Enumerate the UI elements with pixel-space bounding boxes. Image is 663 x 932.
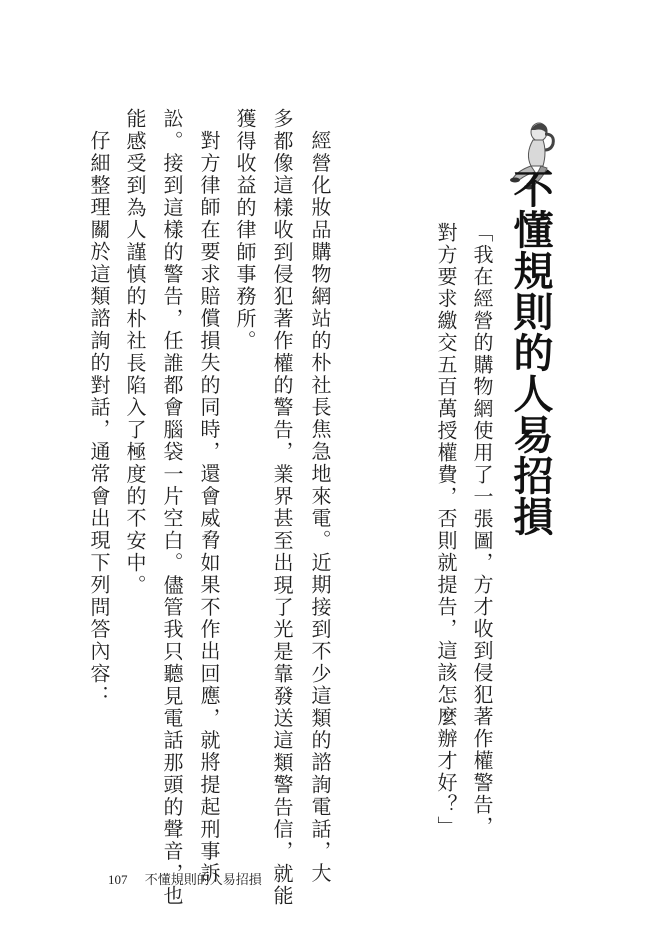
running-title: 不懂規則的人易招損 (144, 873, 262, 888)
body-column-5: 訟。接到這樣的警告，任誰都會腦袋一片空白。儘管我只聽見電話那頭的聲音，也 (160, 108, 184, 908)
intro-quote-line-2: 對方要求繳交五百萬授權費，否則就提告，這該怎麼辦才好？」 (434, 222, 458, 838)
body-column-3: 獲得收益的律師事務所。 (233, 108, 257, 353)
body-column-6: 能感受到為人謹慎的朴社長陷入了極度的不安中。 (123, 108, 147, 597)
body-column-4: 對方律師在要求賠償損失的同時，還會威脅如果不作出回應，就將提起刑事訴 (197, 130, 221, 885)
page-footer (108, 869, 262, 888)
body-column-7: 仔細整理關於這類諮詢的對話，通常會出現下列問答內容： (87, 130, 111, 708)
intro-quote-line-1: 「我在經營的購物網使用了一張圖，方才收到侵犯著作權警告， (470, 222, 494, 838)
body-column-2: 多都像這樣收到侵犯著作權的警告，業界甚至出現了光是靠發送這類警告信，就能 (270, 108, 294, 908)
chapter-title: 不懂規則的人易招損 (507, 168, 554, 537)
body-column-1: 經營化妝品購物網站的朴社長焦急地來電。近期接到不少這類的諮詢電話，大 (308, 130, 332, 885)
page-number: 107 (108, 872, 128, 887)
